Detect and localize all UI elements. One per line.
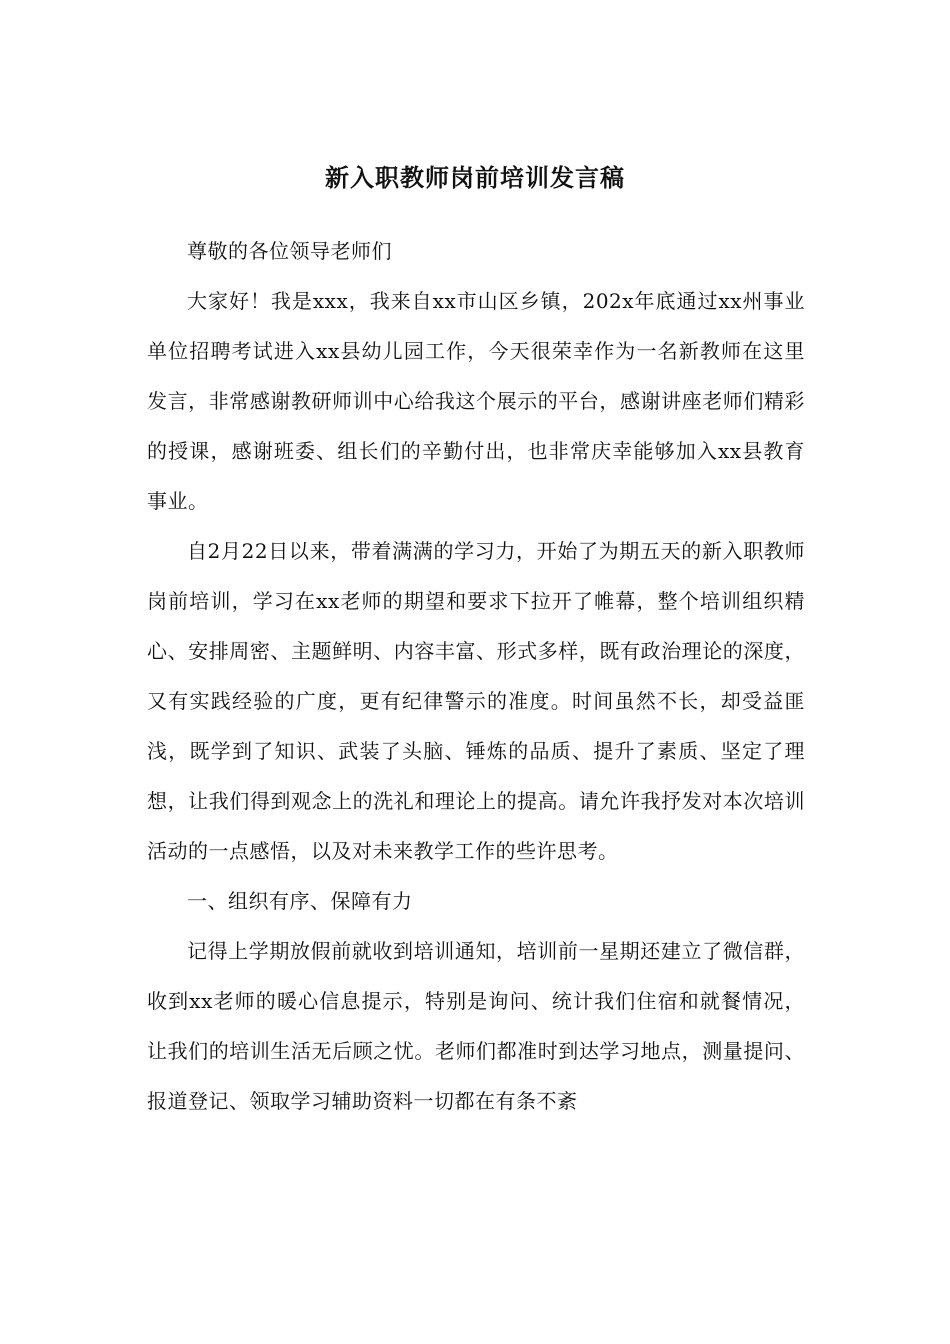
intro-paragraph: 大家好！我是xxx，我来自xx市山区乡镇，202x年底通过xx州事业单位招聘考试进入xx县幼儿园工作，今天很荣幸作为一名新教师在这里发言，非常感谢教研师训中心给我这个展示的平台，感谢讲座老师们精彩的授课，感谢班委、组长们的辛勤付出，也非常庆幸能够加入xx县教育事业。	[147, 289, 805, 513]
section-1-paragraph: 记得上学期放假前就收到培训通知，培训前一星期还建立了微信群，收到xx老师的暖心信息提示，特别是询问、统计我们住宿和就餐情况，让我们的培训生活无后顾之忧。老师们都准时到达学习地点，测量提问、报道登记、领取学习辅助资料一切都在有条不紊	[147, 939, 805, 1113]
training-overview-paragraph: 自2月22日以来，带着满满的学习力，开始了为期五天的新入职教师岗前培训，学习在xx老师的期望和要求下拉开了帷幕，整个培训组织精心、安排周密、主题鲜明、内容丰富、形式多样，既有政治理论的深度，又有实践经验的广度，更有纪律警示的准度。时间虽然不长，却受益匪浅，既学到了知识、武装了头脑、锤炼的品质、提升了素质、坚定了理想，让我们得到观念上的洗礼和理论上的提高。请允许我抒发对本次培训活动的一点感悟，以及对未来教学工作的些许思考。	[147, 539, 805, 863]
document-body	[147, 226, 805, 1126]
salutation-paragraph: 尊敬的各位领导老师们	[187, 239, 392, 263]
section-heading-1: 一、组织有序、保障有力	[187, 889, 413, 913]
document-title: 新入职教师岗前培训发言稿	[325, 163, 625, 192]
